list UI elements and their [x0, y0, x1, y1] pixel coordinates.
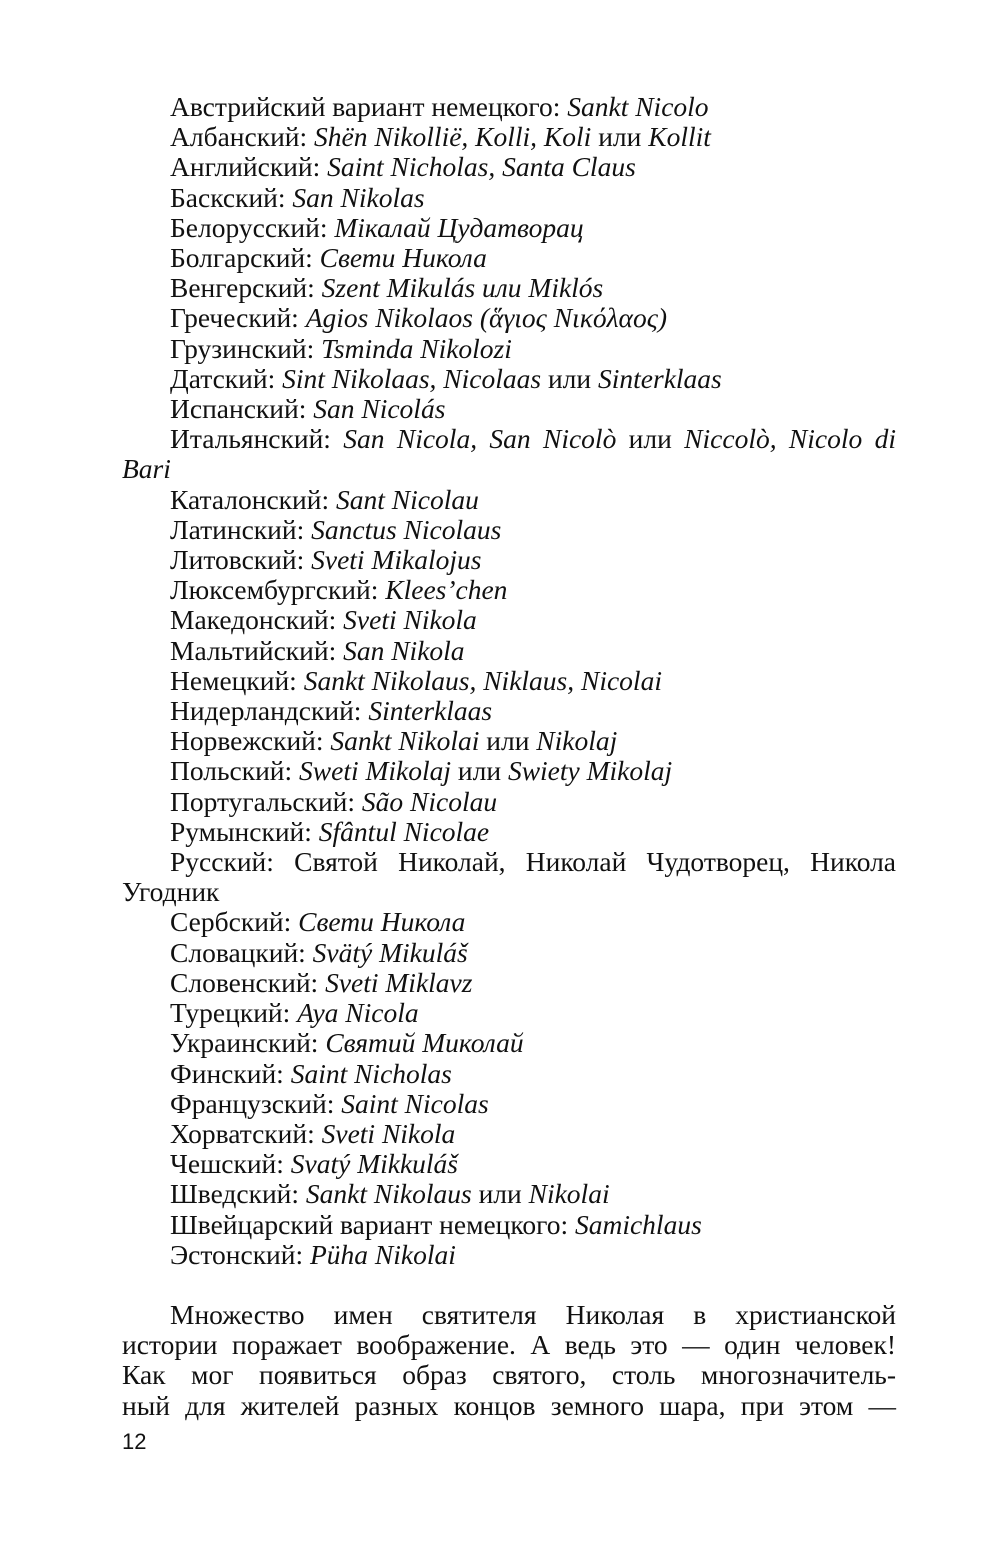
language-entry	[122, 334, 896, 364]
language-entry	[122, 515, 896, 545]
saint-name: Shën Nikolliё, Kolli, Koli	[314, 121, 592, 153]
saint-name: San Nicola, San Nicolò	[343, 423, 617, 455]
saint-name: Sweti Mikolaj	[299, 755, 452, 787]
saint-name: São Nicolau	[361, 785, 498, 817]
language-label: Португальский:	[170, 785, 362, 817]
language-label: Французский:	[170, 1087, 342, 1119]
language-entry	[122, 394, 896, 424]
language-entry	[122, 938, 896, 968]
saint-name: Svatý Mikkuláš	[290, 1148, 459, 1180]
saint-name: Püha Nikolai	[310, 1238, 456, 1270]
language-entry	[122, 545, 896, 575]
language-entry	[122, 666, 896, 696]
language-label: Турецкий:	[170, 997, 298, 1029]
language-label: Латинский:	[170, 513, 312, 545]
language-label: Итальянский:	[170, 423, 344, 455]
language-entry	[122, 817, 896, 847]
language-label: Немецкий:	[170, 664, 304, 696]
language-label: Эстонский:	[170, 1238, 310, 1270]
language-label: Албанский:	[170, 121, 315, 153]
saint-name: Sveti Mikalojus	[311, 544, 482, 576]
language-entry	[122, 1149, 896, 1179]
language-entry	[122, 847, 896, 907]
language-entry	[122, 1089, 896, 1119]
language-entry	[122, 756, 896, 786]
saint-name: Sankt Nikolaus, Niklaus, Nicolai	[303, 664, 662, 696]
paragraph-line: истории поражает воображение. А ведь это — один человек!	[122, 1329, 896, 1361]
saint-name: Свети Никола	[319, 242, 487, 274]
saint-name: Sankt Nikolai	[330, 725, 480, 757]
language-entry	[122, 696, 896, 726]
language-label: Русский:	[170, 846, 295, 878]
language-entry	[122, 364, 896, 394]
language-label: Венгерский:	[170, 272, 322, 304]
saint-name: Sint Nikolaas, Nicolaas	[282, 362, 542, 394]
language-entry	[122, 907, 896, 937]
language-label: Литовский:	[170, 544, 312, 576]
language-entry	[122, 1059, 896, 1089]
language-entry	[122, 303, 896, 333]
language-entry	[122, 122, 896, 152]
language-entry	[122, 787, 896, 817]
body-paragraph	[122, 1300, 896, 1421]
language-label: Датский:	[170, 362, 283, 394]
language-entry	[122, 1240, 896, 1270]
language-label: Швейцарский вариант немецкого:	[170, 1208, 575, 1240]
saint-name: Klees’chen	[385, 574, 508, 606]
saint-name: Saint Nicolas	[341, 1087, 489, 1119]
saint-name: San Nikola	[343, 634, 465, 666]
saint-name: Nikolai	[528, 1178, 610, 1210]
saint-name: Szent Mikulás или Miklós	[321, 272, 604, 304]
saint-name: Sant Nicolau	[335, 483, 479, 515]
saint-name: Svätý Mikuláš	[312, 936, 468, 968]
language-label: Польский:	[170, 755, 300, 787]
language-entry	[122, 998, 896, 1028]
connector-text: или	[541, 362, 599, 394]
saint-name: Saint Nicholas	[290, 1057, 452, 1089]
language-label: Румынский:	[170, 815, 319, 847]
language-label: Люксембургский:	[170, 574, 386, 606]
connector-text: или	[479, 725, 537, 757]
saint-name: Nikolaj	[536, 725, 618, 757]
language-entry	[122, 424, 896, 484]
saint-name: Святий Миколай	[325, 1027, 524, 1059]
language-entry	[122, 968, 896, 998]
saint-name: San Nicolás	[313, 393, 446, 425]
connector-text: или	[616, 423, 685, 455]
saint-name: Sfântul Nicolae	[318, 815, 490, 847]
language-entry	[122, 1028, 896, 1058]
saint-name: Sinterklaas	[368, 695, 493, 727]
language-entry	[122, 92, 896, 122]
language-label: Шведский:	[170, 1178, 306, 1210]
saint-name: Sankt Nicolo	[567, 91, 709, 122]
language-label: Норвежский:	[170, 725, 331, 757]
language-label: Македонский:	[170, 604, 344, 636]
saint-name: Sveti Miklavz	[325, 966, 473, 998]
language-label: Сербский:	[170, 906, 299, 938]
language-label: Белорусский:	[170, 211, 335, 243]
paragraph-line: Множество имен святителя Николая в христианской	[170, 1298, 896, 1330]
language-label: Нидерландский:	[170, 695, 369, 727]
language-label: Австрийский вариант немецкого:	[170, 91, 568, 122]
paragraph-line: Как мог появиться образ святого, столь многозначитель-	[122, 1359, 896, 1391]
saint-name: Sveti Nikola	[343, 604, 477, 636]
language-entry	[122, 273, 896, 303]
language-entry	[122, 575, 896, 605]
saint-name: Kollit	[648, 121, 711, 153]
saint-name: Sankt Nikolaus	[305, 1178, 472, 1210]
language-label: Греческий:	[170, 302, 306, 334]
language-label: Украинский:	[170, 1027, 326, 1059]
language-entry	[122, 213, 896, 243]
saint-name: Saint Nicholas, Santa Claus	[327, 151, 636, 183]
language-entry	[122, 183, 896, 213]
language-label: Словенский:	[170, 966, 326, 998]
language-label: Болгарский:	[170, 242, 320, 274]
saint-name: Tsminda Nikolozi	[321, 332, 512, 364]
language-label: Чешский:	[170, 1148, 291, 1180]
saint-name: Samichlaus	[574, 1208, 702, 1240]
saint-name: Swiety Mikolaj	[507, 755, 673, 787]
language-entry	[122, 152, 896, 182]
saint-name: Sveti Nikola	[321, 1117, 456, 1149]
language-entry	[122, 605, 896, 635]
language-label: Баскский:	[170, 181, 293, 213]
language-label: Мальтийский:	[170, 634, 344, 666]
connector-text: Святой Николай, Николай Чудотворец, Никола Угодник	[122, 846, 897, 908]
page-body	[122, 92, 896, 1421]
saint-name: Sanctus Nicolaus	[311, 513, 502, 545]
language-label: Финский:	[170, 1057, 291, 1089]
language-entry	[122, 1210, 896, 1240]
saint-name: Agios Nikolaos (ἅγιος Νικόλαος)	[305, 302, 668, 334]
saint-name: Свети Никола	[298, 906, 466, 938]
language-entry	[122, 1119, 896, 1149]
language-entry	[122, 726, 896, 756]
saint-name: Мікалай Цудатворац	[334, 211, 584, 243]
language-label: Испанский:	[170, 393, 314, 425]
saint-name: Aya Nicola	[297, 997, 419, 1029]
language-label: Хорватский:	[170, 1117, 322, 1149]
language-label: Английский:	[170, 151, 328, 183]
saint-name: Niccolò, Nicolo di Bari	[122, 423, 896, 485]
language-label: Каталонский:	[170, 483, 336, 515]
language-entry	[122, 1179, 896, 1209]
saint-name: Sinterklaas	[598, 362, 722, 394]
language-entry	[122, 485, 896, 515]
language-label: Грузинский:	[170, 332, 322, 364]
connector-text: или	[451, 755, 508, 787]
language-entry	[122, 243, 896, 273]
language-entry	[122, 636, 896, 666]
page-number: 12	[122, 1429, 147, 1454]
language-name-list	[122, 92, 896, 1270]
saint-name: San Nikolas	[292, 181, 425, 213]
language-label: Словацкий:	[170, 936, 313, 968]
connector-text: или	[471, 1178, 529, 1210]
paragraph-line: ный для жителей разных концов земного шара, при этом —	[122, 1389, 896, 1421]
connector-text: или	[591, 121, 649, 153]
